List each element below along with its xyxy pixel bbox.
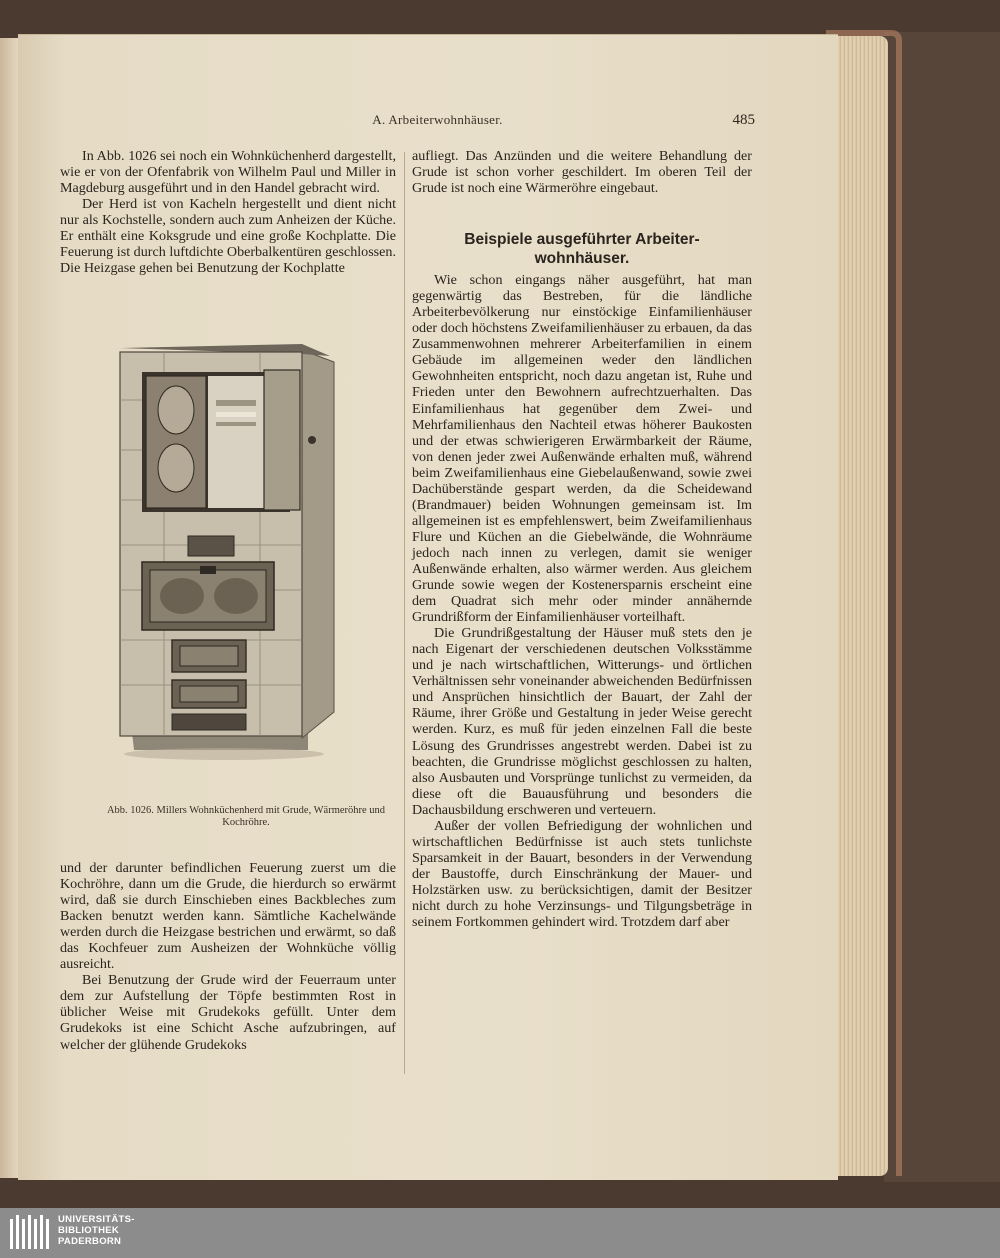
figure-caption: Abb. 1026. Millers Wohnküchenherd mit Grude, Wärmeröhre und Kochröhre. [106,805,386,828]
library-footer [0,1208,1000,1258]
left-column-bottom [60,860,396,1053]
right-column [412,148,752,930]
page-header [120,112,755,132]
page-number: 485 [732,112,755,128]
section-heading-line: Beispiele ausgeführter Arbeiter- [464,231,700,249]
library-name-line: PADERBORN [58,1236,122,1247]
running-head: A. Arbeiterwohnhäuser. [372,112,503,127]
paragraph: und der darunter befindlichen Feuerung zuerst um die Kochröhre, dann um die Grude, die hierdurch so erwärmt wird, daß sie durch Einschieben eines Backbleches zum Backen benutzt werden kann. Sämtliche Kachelwände werden durch die Heizgase bestrichen und erwärmt, so daß das Kochfeuer zum Ausheizen der Wohnküche völlig ausreicht. [60,860,396,973]
paragraph: aufliegt. Das Anzünden und die weitere Behandlung der Grude ist schon vorher geschildert. Im oberen Teil der Grude ist noch eine Wärmeröhre eingebaut. [412,148,752,197]
kitchen-stove-icon [112,340,338,770]
paragraph: Der Herd ist von Kacheln hergestellt und dient nicht nur als Kochstelle, sondern auch zum Anheizen der Küche. Er enthält eine Koksgrude und eine große Kochplatte. Die Feuerung ist durch luftdichte Oberbalkentüren geschlossen. Die Heizgase gehen bei Benutzung der Kochplatte [60,196,396,277]
stove-illustration [112,340,338,770]
facing-page-edge [0,38,19,1178]
left-column-top [60,148,396,276]
paragraph: Bei Benutzung der Grude wird der Feuerraum unter dem zur Aufstellung der Töpfe bestimmten Rost in üblicher Weise mit Grudekoks gefüllt. Unter dem Grudekoks ist eine Schicht Asche aufzubringen, auf welcher der glühende Grudekoks [60,972,396,1053]
paragraph: Die Grundrißgestaltung der Häuser muß stets den je nach Eigenart der verschiedenen deutschen Volksstämme und je nach wirtschaftlichen, Witterungs- und örtlichen Verhältnissen sehr voneinander abweichenden Bedürfnissen und Ansprüchen hinsichtlich der Bauart, der Zahl der Räume, ihrer Größe und Gestaltung in jeder Weise gerecht werden. Kurz, es muß für jeden einzelnen Fall die beste Lösung des Grundrisses angestrebt werden. Dabei ist zu beachten, die Grundrisse möglichst geschlossen zu halten, also Ausbauten und Vorsprünge tunlichst zu vermeiden, da diese oft die Bauausführung und besonders die Dachausbildung erschweren und verteuern. [412,625,752,818]
library-name-line: BIBLIOTHEK [58,1225,120,1236]
library-logo-icon [8,1213,52,1253]
paragraph: In Abb. 1026 sei noch ein Wohnküchenherd dargestellt, wie er von der Ofenfabrik von Wilhelm Paul und Miller in Magdeburg ausgeführt und in den Handel gebracht wird. [60,148,396,197]
column-divider [404,152,405,1074]
paragraph: Wie schon eingangs näher ausgeführt, hat man gegenwärtig das Bestreben, für die ländliche Arbeiterbevölkerung nur einstöckige Einfamilienhäuser oder doch höchstens Zweifamilienhäuser zu erbauen, da das Zusammenwohnen mehrerer Arbeiterfamilien in einem Gebäude im allgemeinen weder den ländlichen Gewohnheiten entspricht, noch dazu angetan ist, Ruhe und Frieden unter den Bewohnern aufrechtzuerhalten. Das Einfamilienhaus hat gegenüber dem Zwei- und Mehrfamilienhaus den Nachteil etwas höherer Baukosten und der etwas schwierigeren Erwärmbarkeit der Räume, von denen jeder zwei Außenwände erhalten muß, während beim Zweifamilienhaus eine Giebelaußenwand, sowie zwei Dachüberstände gespart werden, da die Scheidewand (Brandmauer) beiden Wohnungen gemeinsam ist. Im allgemeinen ist es empfehlenswert, beim Zweifamilienhaus Flure und Küchen an die Giebelwände, die Wohnräume jedoch nach innen zu verlegen, damit sie weniger Außenwände erhalten, also wärmer werden. Aus gleichem Grunde sowie wegen der Kostenersparnis erscheint eine dem Quadrat sich mehr oder minder annähernde Grundrißform der Einfamilienhäuser vorteilhaft. [412,272,752,626]
section-heading-line: wohnhäuser. [534,250,630,268]
paragraph: Außer der vollen Befriedigung der wohnlichen und wirtschaftlichen Bedürfnisse ist auch stets tunlichste Sparsamkeit in der Bauart, besonders in der Verwendung der Baustoffe, durch Einschränkung der Mauer- und Holzstärken usw. zu berücksichtigen, damit der Besitzer nicht durch zu hohe Verzinsungs- und Tilgungsbeträge in seinem Fortkommen gehindert wird. Trotzdem darf aber [412,817,752,931]
library-name [58,1214,135,1247]
section-heading [412,230,752,268]
library-name-line: UNIVERSITÄTS- [58,1214,135,1225]
